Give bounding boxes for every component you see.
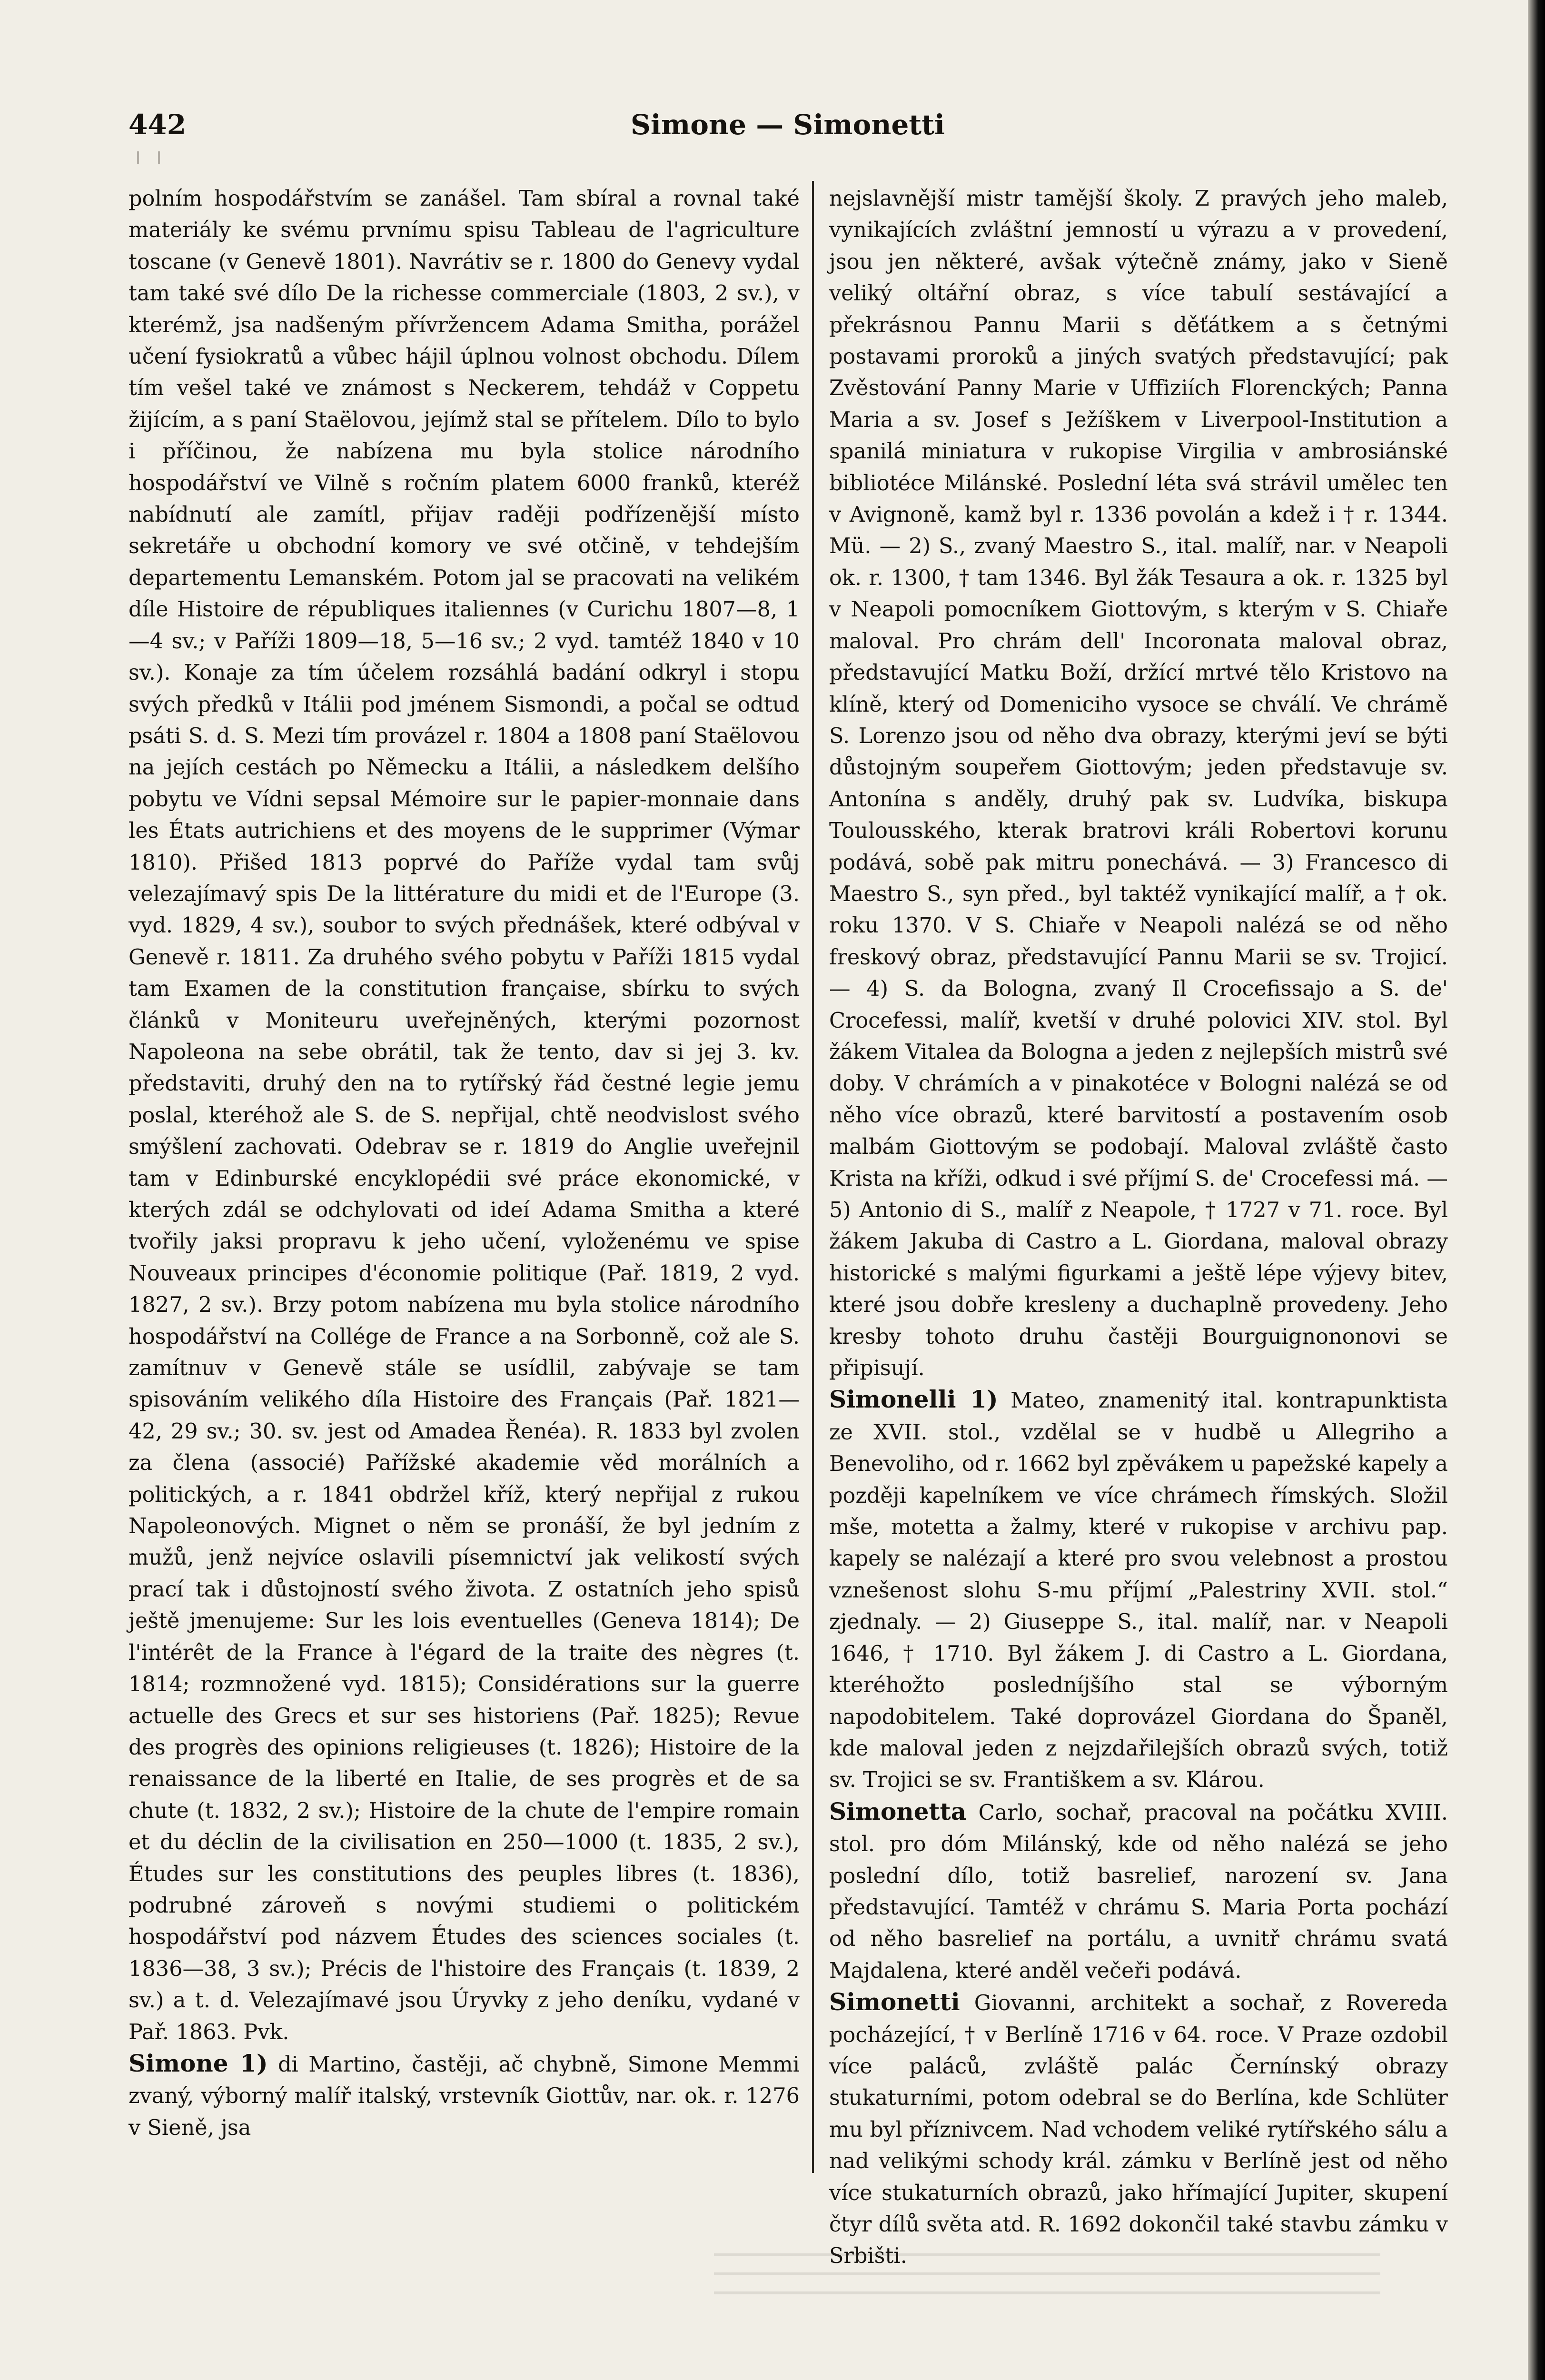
left-column [129, 183, 800, 2172]
show-through-bleed [714, 2237, 1380, 2294]
right-column [829, 183, 1448, 2269]
running-head: Simone — Simonetti [630, 109, 945, 141]
sismondi-continuation: polním hospodářstvím se zanášel. Tam sbíral a rovnal také materiály ke svému prvnímu spisu Tableau de l'agriculture toscane (v Genevě 1801). Navrátiv se r. 1800 do Genevy vydal tam také své dílo De la richesse commerciale (1803, 2 sv.), v kterémž, jsa nadšeným přívržencem Adama Smitha, porážel učení fysiokratů a vůbec hájil úplnou volnost obchodu. Dílem tím vešel také ve známost s Neckerem, tehdáž v Coppetu žijícím, a s paní Staëlovou, jejímž stal se přítelem. Dílo to bylo i příčinou, že nabízena mu byla stolice národního hospodářství ve Vilně s ročním platem 6000 franků, kteréž nabídnutí ale zamítl, přijav raději podřízenější místo sekretáře u obchodní komory ve své otčině, v tehdejším departementu Lemanském. Potom jal se pracovati na velikém díle Histoire de républiques italiennes (v Curichu 1807—8, 1—4 sv.; v Paříži 1809—18, 5—16 sv.; 2 vyd. tamtéž 1840 v 10 sv.). Konaje za tím účelem rozsáhlá badání odkryl i stopu svých předků v Itálii pod jménem Sismondi, a počal se odtud psáti S. d. S. Mezi tím provázel r. 1804 a 1808 paní Staëlovou na jejích cestách po Německu a Itálii, a následkem delšího pobytu ve Vídni sepsal Mémoire sur le papier-monnaie dans les États autrichiens et des moyens de le supprimer (Výmar 1810). Přišed 1813 poprvé do Paříže vydal tam svůj velezajímavý spis De la littérature du midi et de l'Europe (3. vyd. 1829, 4 sv.), soubor to svých přednášek, které odbýval v Genevě r. 1811. Za druhého svého pobytu v Paříži 1815 vydal tam Examen de la constitution française, sbírku to svých článků v Moniteuru uveřejněných, kterými pozornost Napoleona na sebe obrátil, tak že tento, dav si jej 3. kv. představiti, druhý den na to rytířský řád čestné legie jemu poslal, kteréhož ale S. de S. nepřijal, chtě neodvislost svého smýšlení zachovati. Odebrav se r. 1819 do Anglie uveřejnil tam v Edinburské encyklopédii své práce ekonomické, v kterých zdál se odchylovati od ideí Adama Smitha a které tvořily jaksi propravu k jeho učení, vyloženému ve spise Nouveaux principes d'économie politique (Pař. 1819, 2 vyd. 1827, 2 sv.). Brzy potom nabízena mu byla stolice národního hospodářství na Collége de France a na Sorbonně, což ale S. zamítnuv v Genevě stále se usídlil, zabývaje se tam spisováním velikého díla Histoire des Français (Pař. 1821—42, 29 sv.; 30. sv. jest od Amadea Řenéa). R. 1833 byl zvolen za člena (associé) Pařížské akademie věd morálních a politických, a r. 1841 obdržel kříž, který nepřijal z rukou Napoleonových. Mignet o něm se pronáší, že byl jedním z mužů, jenž nejvíce oslavili písemnictví jak velikostí svých prací tak i důstojností svého života. Z ostatních jeho spisů ještě jmenujeme: Sur les lois eventuelles (Geneva 1814); De l'intérêt de la France à l'égard de la traite des nègres (t. 1814; rozmnožené vyd. 1815); Considérations sur la guerre actuelle des Grecs et sur ses historiens (Pař. 1825); Revue des progrès des opinions religieuses (t. 1826); Histoire de la renaissance de la liberté en Italie, de ses progrès et de sa chute (t. 1832, 2 sv.); Histoire de la chute de l'empire romain et du déclin de la civilisation en 250—1000 (t. 1835, 2 sv.), Études sur les constitutions des peuples libres (t. 1836), podrubné zároveň s novými studiemi o politickém hospodářství pod názvem Études des sciences sociales (t. 1836—38, 3 sv.); Précis de l'histoire des Français (t. 1839, 2 sv.) a t. d. Velezajímavé jsou Úryvky z jeho deníku, vydané v Pař. 1863. Pvk. [129, 186, 800, 2044]
entry-simone-text: di Martino, častěji, ač chybně, Simone Memmi zvaný, výborný malíř italský, vrstevník Giottův, nar. ok. r. 1276 v Sieně, jsa [129, 2052, 800, 2140]
page-spine-edge [1528, 0, 1545, 2380]
entry-simonelli [829, 1384, 1448, 1795]
entry-simonelli-text: Mateo, znamenitý ital. kontrapunktista ze XVII. stol., vzdělal se v hudbě u Allegriho a Benevoliho, od r. 1662 byl zpěvákem u papežské kapely a později kapelníkem ve více chrámech římských. Složil mše, motetta a žalmy, které v rukopise v archivu pap. kapely se nalézají a které pro svou velebnost a prostou vznešenost slohu S-mu příjmí „Palestriny XVII. stol.“ zjednaly. — 2) Giuseppe S., ital. malíř, nar. v Neapoli 1646, † 1710. Byl žákem J. di Castro a L. Giordana, kteréhožto posledníjšího stal se výborným napodobitelem. Také doprovázel Giordana do Španěl, kde maloval jeden z nejzdařilejších obrazů svých, totiž sv. Trojici se sv. Františkem a sv. Klárou. [829, 1388, 1448, 1793]
page-number: 442 [129, 109, 187, 141]
lemma-simonetti: Simonetti [829, 1988, 960, 2016]
entry-simone [129, 2048, 800, 2143]
entry-simonetta [829, 1796, 1448, 1986]
lemma-simonelli: Simonelli 1) [829, 1385, 998, 1414]
lemma-simonetta: Simonetta [829, 1797, 967, 1825]
simone-continuation: nejslavnější mistr tamější školy. Z pravých jeho maleb, vynikajících zvláštní jemností u výrazu a v provedení, jsou jen některé, avšak výtečně známy, jako v Sieně veliký oltářní obraz, s více tabulí sestávající a překrásnou Pannu Marii s děťátkem a s četnými postavami proroků a jiných svatých představující; pak Zvěstování Panny Marie v Uffiziích Florenckých; Panna Maria a sv. Josef s Ježíškem v Liverpool-Institution a spanilá miniatura v rukopise Virgilia v ambrosiánské bibliotéce Milánské. Poslední léta svá strávil umělec ten v Avignoně, kamž byl r. 1336 povolán a kdež i † r. 1344. Mü. — 2) S., zvaný Maestro S., ital. malíř, nar. v Neapoli ok. r. 1300, † tam 1346. Byl žák Tesaura a ok. r. 1325 byl v Neapoli pomocníkem Giottovým, s kterým v S. Chiaře maloval. Pro chrám dell' Incoronata maloval obraz, představující Matku Boží, držící mrtvé tělo Kristovo na klíně, který od Domeniciho vysoce se chválí. Ve chrámě S. Lorenzo jsou od něho dva obrazy, kterými jeví se býti důstojným soupeřem Giottovým; jeden představuje sv. Antonína s anděly, druhý pak sv. Ludvíka, biskupa Toulousského, kterak bratrovi králi Robertovi korunu podává, sobě pak mitru ponechává. — 3) Francesco di Maestro S., syn před., byl taktéž vynikající malíř, a † ok. roku 1370. V S. Chiaře v Neapoli nalézá se od něho freskový obraz, představující Pannu Marii se sv. Trojicí. — 4) S. da Bologna, zvaný Il Crocefissajo a S. de' Crocefessi, malíř, kvetší v druhé polovici XIV. stol. Byl žákem Vitalea da Bologna a jeden z nejlepších mistrů své doby. V chrámích a v pinakotéce v Bologni nalézá se od něho více obrazů, které barvitostí a postavením osob malbám Giottovým se podobají. Maloval zvláště často Krista na kříži, odkud i své příjmí S. de' Crocefessi má. — 5) Antonio di S., malíř z Neapole, † 1727 v 71. roce. Byl žákem Jakuba di Castro a L. Giordana, maloval obrazy historické s malými figurkami a ještě lépe výjevy bitev, které jsou dobře kresleny a duchaplně provedeny. Jeho kresby tohoto druhu častěji Bourguignononovi se připisují. [829, 186, 1448, 1381]
header-rule-mark [137, 151, 160, 164]
entry-simonetta-text: Carlo, sochař, pracoval na počátku XVIII. stol. pro dóm Milánský, kde od něho nalézá se jeho poslední dílo, totiž basrelief, narození sv. Jana představující. Tamtéž v chrámu S. Maria Porta pochází od něho basrelief na portálu, a uvnitř chrámu svatá Majdalena, které anděl večeři podává. [829, 1800, 1448, 1983]
page-header [129, 109, 1447, 151]
entry-simonetti [829, 1986, 1448, 2272]
column-divider [812, 181, 814, 2173]
entry-simonetti-text: Giovanni, architekt a sochař, z Rovereda pocházející, † v Berlíně 1716 v 64. roce. V Praze ozdobil více paláců, zvláště palác Černínský obrazy stukaturními, potom odebral se do Berlína, kde Schlüter mu byl příznivcem. Nad vchodem veliké rytířského sálu a nad velikými schody král. zámku v Berlíně jest od něho více stukaturních obrazů, jako hřímající Jupiter, skupení čtyr dílů světa atd. R. 1692 dokončil také stavbu zámku v Srbišti. [829, 1991, 1448, 2269]
lemma-simone: Simone 1) [129, 2049, 268, 2077]
